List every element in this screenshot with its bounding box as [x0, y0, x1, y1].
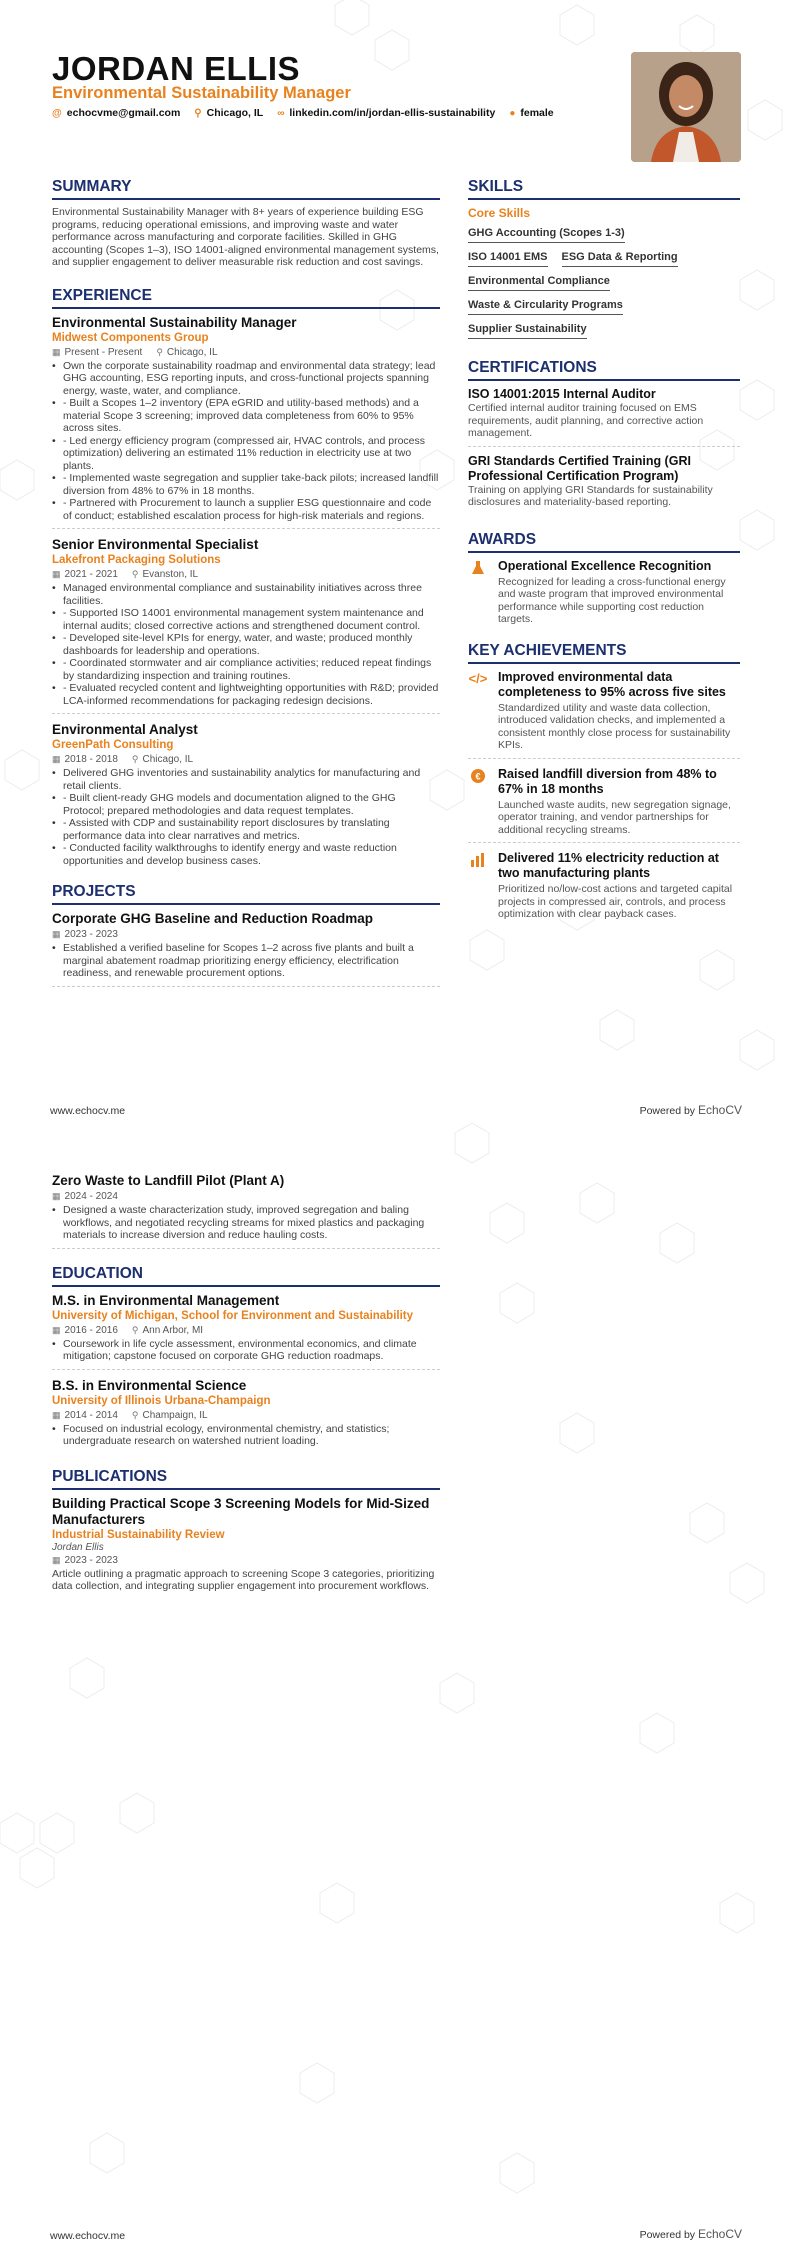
candidate-name: JORDAN ELLIS	[52, 50, 301, 87]
education-location: Ann Arbor, MI	[142, 1324, 204, 1336]
job-bullets	[52, 582, 440, 707]
job-bullets	[52, 767, 440, 867]
project-entry	[52, 1173, 440, 1249]
location-pin-icon: ⚲	[131, 1324, 139, 1335]
bullet-item: • - Partnered with Procurement to launch a supplier ESG questionnaire and code of conduct; established escalation process for high-risk materials and regions.	[52, 497, 440, 522]
code-icon: </>	[468, 670, 488, 686]
footer-powered	[640, 2227, 742, 2241]
bullet-item: • - Implemented waste segregation and supplier take-back pilots; increased landfill diversion from 48% to 67% in 18 months.	[52, 472, 440, 497]
achievement-desc: Launched waste audits, new segregation signage, operator training, and vendor partnerships for additional recycling streams.	[498, 798, 731, 836]
location-pin-icon: ⚲	[194, 107, 202, 119]
bullet-item: • Established a verified baseline for Scopes 1–2 across five plants and built a marginal abatement roadmap prioritizing energy efficiency, electrification readiness, and renewable procurement options.	[52, 942, 440, 980]
job-bullets	[52, 360, 440, 523]
experience-entry	[52, 537, 440, 714]
resume-page-2	[0, 1123, 794, 2246]
skill-tag: ISO 14001 EMS	[468, 247, 548, 267]
school-name: University of Illinois Urbana-Champaign	[52, 1394, 271, 1407]
bullet-item: • Focused on industrial ecology, environmental chemistry, and statistics; undergraduate research on watershed nutrient loading.	[52, 1423, 440, 1448]
job-dates: 2021 - 2021	[64, 569, 118, 580]
skill-tag: ESG Data & Reporting	[562, 247, 678, 267]
bullet-item: • Designed a waste characterization study, improved segregation and baling workflows, and negotiated recycling streams for mixed plastics and packaging materials to increase diversion and reduce hauling costs.	[52, 1204, 440, 1242]
contact-bar	[52, 107, 554, 119]
job-title: Environmental Analyst	[52, 722, 198, 737]
school-name: University of Michigan, School for Environment and Sustainability	[52, 1309, 414, 1322]
calendar-icon: ▦	[52, 346, 61, 357]
footer-site-link[interactable]: www.echocv.me	[50, 1105, 126, 1117]
achievement-title: Raised landfill diversion from 48% to 67% in 18 months	[498, 766, 717, 796]
bar-chart-icon	[468, 851, 488, 921]
location-pin-icon: ⚲	[131, 1409, 139, 1420]
location-text: Chicago, IL	[206, 107, 264, 119]
link-icon: ∞	[277, 107, 285, 119]
bullet-item: • Coursework in life cycle assessment, environmental economics, and climate mitigation; capstone focused on corporate GHG reduction roadmaps.	[52, 1338, 440, 1363]
contact-gender	[509, 107, 553, 119]
svg-text:€: €	[475, 771, 481, 781]
project-dates: 2023 - 2023	[64, 929, 118, 940]
education-entry	[52, 1378, 440, 1454]
education-dates: 2014 - 2014	[64, 1409, 118, 1421]
project-bullets	[52, 942, 440, 980]
job-location: Evanston, IL	[142, 569, 199, 580]
calendar-icon: ▦	[52, 1191, 61, 1201]
experience-entry	[52, 722, 440, 873]
achievement-desc: Standardized utility and waste data collection, introduced validation checks, and implemented a consistent monthly close process for sustainability KPIs.	[498, 701, 731, 751]
calendar-icon: ▦	[52, 569, 61, 579]
award-entry	[468, 559, 740, 632]
contact-location	[194, 107, 263, 119]
bullet-item: • - Assisted with CDP and sustainability report disclosures by translating performance data into clear narratives and metrics.	[52, 817, 440, 842]
project-title: Corporate GHG Baseline and Reduction Roadmap	[52, 911, 374, 926]
bullet-item: • - Coordinated stormwater and air compliance activities; reduced repeat findings by standardizing inspection and training routines.	[52, 657, 440, 682]
contact-email[interactable]	[52, 107, 180, 119]
candidate-role: Environmental Sustainability Manager	[52, 84, 351, 102]
powered-text: Powered by	[639, 1105, 696, 1117]
location-pin-icon: ⚲	[131, 569, 139, 579]
bullet-item: • - Supported ISO 14001 environmental management system maintenance and internal audits; closed corrective actions and strengthened document control.	[52, 607, 440, 632]
job-dates: Present - Present	[64, 346, 143, 358]
degree-title: B.S. in Environmental Science	[52, 1377, 247, 1393]
project-entry	[52, 911, 440, 987]
company-name: GreenPath Consulting	[52, 739, 174, 751]
achievement-desc: Prioritized no/low-cost actions and targeted capital projects in compressed air, controls, and process optimization with clear payback cases.	[498, 883, 733, 920]
bullet-item: • - Conducted facility walkthroughs to identify energy and waste reduction opportunities and develop business cases.	[52, 842, 440, 867]
flask-icon	[468, 559, 488, 626]
bullet-item: • - Developed site-level KPIs for energy, water, and waste; produced monthly dashboards for leadership and operations.	[52, 632, 440, 657]
gender-text: female	[520, 107, 554, 119]
achievements-heading: KEY ACHIEVEMENTS	[468, 642, 740, 664]
achievement-entry	[468, 851, 740, 927]
certification-entry	[468, 454, 740, 515]
calendar-icon: ▦	[52, 754, 61, 764]
skill-tag: GHG Accounting (Scopes 1-3)	[468, 223, 625, 243]
summary-heading: SUMMARY	[52, 178, 440, 200]
powered-text: Powered by	[639, 2229, 696, 2241]
job-location: Chicago, IL	[142, 754, 194, 765]
publication-entry	[52, 1496, 440, 1599]
project-bullets	[52, 1204, 440, 1242]
project-dates: 2024 - 2024	[64, 1191, 118, 1202]
calendar-icon: ▦	[52, 1554, 61, 1565]
coin-icon	[468, 767, 488, 837]
brand-logo[interactable]: EchoCV	[697, 2227, 742, 2241]
footer-powered	[640, 1103, 742, 1117]
footer-site-link[interactable]: www.echocv.me	[50, 2230, 126, 2242]
company-name: Lakefront Packaging Solutions	[52, 554, 221, 566]
person-icon: ●	[509, 107, 516, 119]
skill-tag: Waste & Circularity Programs	[468, 295, 623, 315]
right-column	[468, 178, 740, 935]
profile-photo	[631, 52, 741, 162]
calendar-icon: ▦	[52, 1324, 61, 1335]
bullet-item: • - Built a Scopes 1–2 inventory (EPA eGRID and utility-based methods) and a material Scope 3 screening; improved data completeness from 60% to 95% across sites.	[52, 397, 440, 435]
left-column	[52, 178, 440, 995]
award-title: Operational Excellence Recognition	[498, 558, 712, 573]
bullet-item: • - Evaluated recycled content and lightweighting opportunities with R&D; provided LCA-informed recommendations for packaging redesign decisions.	[52, 682, 440, 707]
skills-heading: SKILLS	[468, 178, 740, 200]
left-column-continued	[52, 1173, 440, 1607]
bullet-item: • Own the corporate sustainability roadmap and environmental data strategy; lead GHG accounting, ESG reporting inputs, and cross-functional projects spanning energy, waste, water, and compliance.	[52, 360, 440, 398]
education-bullets	[52, 1338, 440, 1363]
degree-title: M.S. in Environmental Management	[52, 1292, 280, 1308]
job-dates: 2018 - 2018	[64, 754, 118, 765]
publication-desc: Article outlining a pragmatic approach to screening Scope 3 categories, prioritizing data collection, and integrating supplier engagement into procurement workflows.	[52, 1567, 435, 1592]
email-icon: @	[52, 107, 62, 119]
calendar-icon: ▦	[52, 1409, 61, 1420]
brand-logo[interactable]: EchoCV	[697, 1103, 742, 1117]
skill-tag: Supplier Sustainability	[468, 319, 587, 339]
projects-heading: PROJECTS	[52, 883, 440, 905]
award-desc: Recognized for leading a cross-functional energy and waste program that improved environmental performance while supporting cost reduction targets.	[498, 575, 726, 625]
project-title: Zero Waste to Landfill Pilot (Plant A)	[52, 1173, 285, 1188]
certification-desc: Certified internal auditor training focused on EMS requirements, audit planning, and corrective action management.	[468, 402, 704, 439]
bullet-item: • Delivered GHG inventories and sustainability analytics for manufacturing and retail clients.	[52, 767, 440, 792]
job-title: Environmental Sustainability Manager	[52, 314, 297, 330]
experience-entry	[52, 315, 440, 530]
calendar-icon: ▦	[52, 929, 61, 939]
email-text: echocvme@gmail.com	[66, 107, 181, 119]
linkedin-text: linkedin.com/in/jordan-ellis-sustainability	[289, 107, 496, 119]
publications-heading: PUBLICATIONS	[52, 1468, 440, 1490]
publication-dates: 2023 - 2023	[64, 1554, 118, 1566]
certifications-heading: CERTIFICATIONS	[468, 359, 740, 381]
job-location: Chicago, IL	[166, 346, 218, 358]
certification-title: GRI Standards Certified Training (GRI Professional Certification Program)	[468, 453, 691, 483]
skills-list	[468, 223, 740, 343]
publisher-name: Industrial Sustainability Review	[52, 1528, 225, 1541]
achievement-entry	[468, 767, 740, 844]
company-name: Midwest Components Group	[52, 331, 209, 344]
summary-text: Environmental Sustainability Manager with 8+ years of experience building ESG programs, reducing operational emissions, and improving waste and water performance across manufacturing and corporate facilities. Skilled in GHG accounting (Scopes 1–3), ISO 14001-aligned environmental management systems, and supplier engagement to deliver measurable risk reduction and cost savings.	[52, 206, 439, 268]
education-dates: 2016 - 2016	[64, 1324, 118, 1336]
achievement-entry	[468, 670, 740, 759]
education-entry	[52, 1293, 440, 1370]
experience-heading: EXPERIENCE	[52, 287, 440, 309]
skills-subheading: Core Skills	[468, 206, 531, 220]
location-pin-icon: ⚲	[131, 754, 139, 764]
education-location: Champaign, IL	[142, 1409, 208, 1421]
bullet-item: • - Led energy efficiency program (compressed air, HVAC controls, and process optimization) delivering an estimated 11% reduction in electricity use at two plants.	[52, 435, 440, 473]
education-heading: EDUCATION	[52, 1265, 440, 1287]
bullet-item: • Managed environmental compliance and sustainability initiatives across three facilities.	[52, 582, 440, 607]
publication-title: Building Practical Scope 3 Screening Models for Mid-Sized Manufacturers	[52, 1495, 430, 1527]
skill-tag: Environmental Compliance	[468, 271, 610, 291]
contact-linkedin[interactable]	[277, 107, 495, 119]
job-title: Senior Environmental Specialist	[52, 537, 259, 552]
achievement-title: Delivered 11% electricity reduction at two manufacturing plants	[498, 851, 719, 880]
awards-heading: AWARDS	[468, 531, 740, 553]
certification-entry	[468, 387, 740, 447]
bullet-item: • - Built client-ready GHG models and documentation aligned to the GHG Protocol; prepared methodologies and data request templates.	[52, 792, 440, 817]
achievement-title: Improved environmental data completeness to 95% across five sites	[498, 669, 726, 699]
education-bullets	[52, 1423, 440, 1448]
publication-author: Jordan Ellis	[52, 1541, 104, 1553]
certification-desc: Training on applying GRI Standards for sustainability disclosures and materiality-based reporting.	[468, 483, 713, 508]
certification-title: ISO 14001:2015 Internal Auditor	[468, 387, 656, 401]
location-pin-icon: ⚲	[156, 346, 163, 357]
